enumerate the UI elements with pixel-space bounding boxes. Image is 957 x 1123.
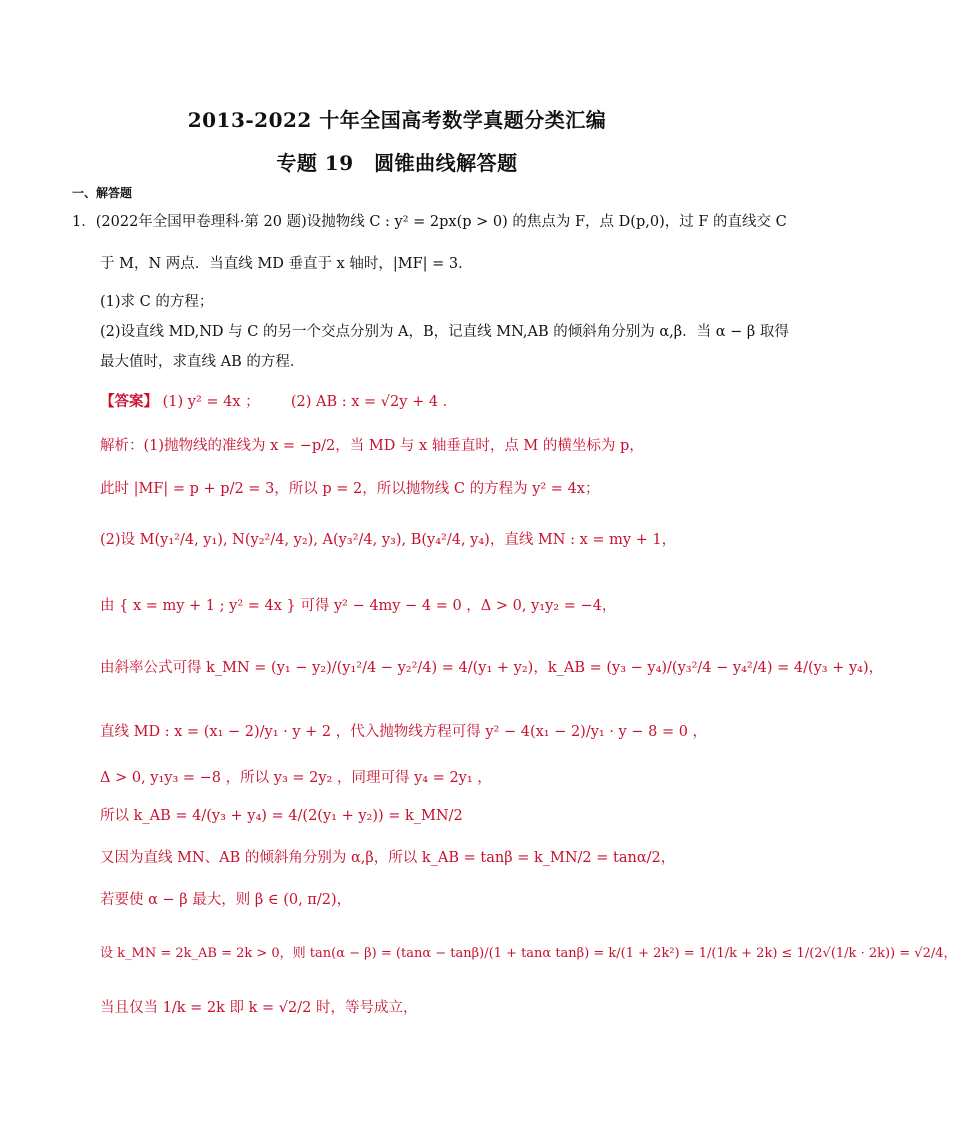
solution-line-6: 直线 MD : x = (x₁ − 2)/y₁ · y + 2 ，代入抛物线方程可得 y² − 4(x₁ − 2)/y₁ · y − 8 = 0 ，	[100, 724, 708, 740]
solution-line-7: Δ > 0, y₁y₃ = −8 ，所以 y₃ = 2y₂ ，同理可得 y₄ = 2y₁ ，	[100, 770, 492, 786]
answer-part-1: (1) y² = 4x ；	[162, 394, 260, 410]
problem-line-2: 于 M，N 两点．当直线 MD 垂直于 x 轴时，|MF| = 3．	[100, 256, 473, 272]
problem-line-1	[72, 212, 787, 232]
solution-line-11: 设 k_MN = 2k_AB = 2k > 0，则 tan(α − β) = (tanα − tanβ)/(1 + tanα tanβ) = k/(1 + 2k²) = 1/(1/k + 2k) ≤ 1/(2√(1/k · 2k)) = √2/4，	[100, 946, 957, 961]
solution-line-4: 由 { x = my + 1 ; y² = 4x } 可得 y² − 4my − 4 = 0 ，Δ > 0, y₁y₂ = −4，	[100, 598, 617, 614]
problem-part-2a: (2)设直线 MD,ND 与 C 的另一个交点分别为 A，B，记直线 MN,AB 的倾斜角分别为 α,β．当 α − β 取得	[100, 324, 789, 340]
problem-number: 1．	[72, 214, 96, 230]
solution-line-10: 若要使 α − β 最大，则 β ∈ (0, π/2)，	[100, 892, 352, 908]
answer-label: 【答案】	[100, 393, 158, 410]
document-subtitle: 专题 19 圆锥曲线解答题	[276, 151, 518, 175]
solution-line-1: 解析：(1)抛物线的准线为 x = −p/2，当 MD 与 x 轴垂直时，点 M 的横坐标为 p，	[100, 438, 644, 454]
problem-part-1: (1)求 C 的方程；	[100, 294, 214, 310]
solution-line-12: 当且仅当 1/k = 2k 即 k = √2/2 时，等号成立，	[100, 1000, 418, 1016]
solution-line-3: (2)设 M(y₁²/4, y₁), N(y₂²/4, y₂), A(y₃²/4, y₃), B(y₄²/4, y₄)，直线 MN : x = my + 1，	[100, 532, 677, 548]
document-title: 2013-2022 十年全国高考数学真题分类汇编	[187, 108, 607, 132]
answer-line	[100, 392, 457, 412]
solution-line-5: 由斜率公式可得 k_MN = (y₁ − y₂)/(y₁²/4 − y₂²/4) = 4/(y₁ + y₂)，k_AB = (y₃ − y₄)/(y₃²/4 − y₄²/4) = 4/(y₃ + y₄)，	[100, 660, 884, 676]
solution-line-8: 所以 k_AB = 4/(y₃ + y₄) = 4/(2(y₁ + y₂)) = k_MN/2	[100, 808, 463, 824]
answer-part-2: (2) AB : x = √2y + 4 ．	[290, 394, 458, 410]
section-heading: 一、解答题	[72, 186, 133, 200]
solution-line-9: 又因为直线 MN、AB 的倾斜角分别为 α,β，所以 k_AB = tanβ = k_MN/2 = tanα/2，	[100, 850, 676, 866]
solution-line-2: 此时 |MF| = p + p/2 = 3，所以 p = 2，所以抛物线 C 的方程为 y² = 4x；	[100, 481, 600, 497]
problem-text-1: (2022年全国甲卷理科·第 20 题)设抛物线 C : y² = 2px(p > 0) 的焦点为 F，点 D(p,0)，过 F 的直线交 C	[95, 214, 787, 230]
problem-part-2b: 最大值时，求直线 AB 的方程．	[100, 354, 305, 370]
